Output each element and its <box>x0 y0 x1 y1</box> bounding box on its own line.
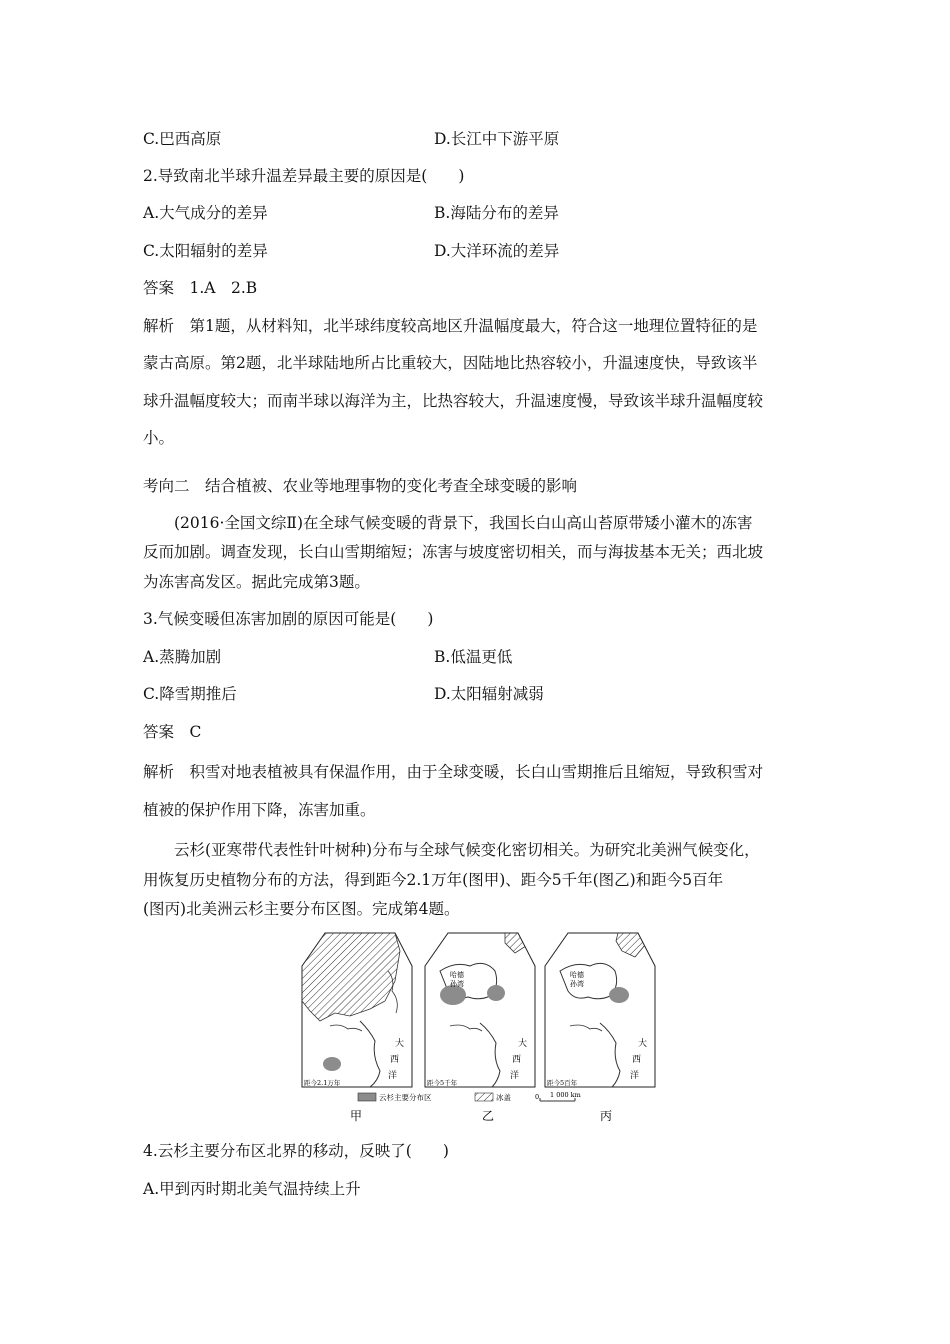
legend-ice-label: 冰盖 <box>496 1093 511 1102</box>
analysis-1-2-line: 小。 <box>143 429 175 447</box>
q3-stem: 3.气候变暖但冻害加剧的原因可能是( ) <box>143 610 434 628</box>
q3-option-a: A.蒸腾加剧 <box>143 648 222 666</box>
material-3-line: 为冻害高发区。据此完成第3题。 <box>143 573 370 591</box>
ocean-label: 大 <box>638 1039 648 1049</box>
q3-option-c: C.降雪期推后 <box>143 685 237 703</box>
map-label-jia: 甲 <box>350 1109 363 1123</box>
analysis-1-2-line: 解析 第1题，从材料知，北半球纬度较高地区升温幅度最大，符合这一地理位置特征的是 <box>143 317 758 335</box>
material-3-line: (2016·全国文综Ⅱ)在全球气候变暖的背景下，我国长白山高山苔原带矮小灌木的冻害 <box>174 514 753 532</box>
legend-ice-swatch <box>475 1093 493 1101</box>
map-label-bing: 丙 <box>600 1109 613 1123</box>
map-caption: 距今5千年 <box>427 1079 458 1087</box>
map-label-yi: 乙 <box>482 1109 495 1123</box>
q3-option-b: B.低温更低 <box>434 648 513 666</box>
scale-label: 1 000 km <box>550 1091 581 1099</box>
figure-legend <box>358 1091 581 1102</box>
ocean-label: 大 <box>395 1039 405 1049</box>
ocean-label: 西 <box>390 1055 400 1065</box>
ocean-label: 洋 <box>510 1071 520 1081</box>
q4-option-a: A.甲到丙时期北美气温持续上升 <box>143 1180 361 1198</box>
ocean-label: 洋 <box>388 1071 398 1081</box>
analysis-1-2-line: 球升温幅度较大；而南半球以海洋为主，比热容较大，升温速度慢，导致该半球升温幅度较 <box>143 392 764 410</box>
material-3-line: 反而加剧。调查发现，长白山雪期缩短；冻害与坡度密切相关，而与海拔基本无关；西北坡 <box>143 543 764 561</box>
map-caption: 距今5百年 <box>547 1079 578 1087</box>
map-yi <box>425 933 535 1087</box>
bay-label: 哈德 <box>450 971 464 979</box>
q1-option-d: D.长江中下游平原 <box>434 130 560 148</box>
ocean-label: 西 <box>512 1055 522 1065</box>
spruce-area <box>487 985 505 1001</box>
material-4-line: 云杉(亚寒带代表性针叶树种)分布与全球气候变化密切相关。为研究北美洲气候变化， <box>174 841 760 859</box>
q2-option-a: A.大气成分的差异 <box>143 204 268 222</box>
spruce-distribution-figure <box>300 931 662 1125</box>
direction-heading: 考向二 结合植被、农业等地理事物的变化考查全球变暖的影响 <box>143 477 578 495</box>
q1-option-c: C.巴西高原 <box>143 130 222 148</box>
analysis-1-2-line: 蒙古高原。第2题，北半球陆地所占比重较大，因陆地比热容较小，升温速度快，导致该半 <box>143 354 758 372</box>
q2-option-c: C.太阳辐射的差异 <box>143 242 268 260</box>
ocean-label: 西 <box>632 1055 642 1065</box>
q2-option-b: B.海陆分布的差异 <box>434 204 559 222</box>
q2-option-d: D.大洋环流的差异 <box>434 242 560 260</box>
bay-label: 哈德 <box>570 971 584 979</box>
analysis-3-line: 植被的保护作用下降，冻害加重。 <box>143 801 376 819</box>
map-bing <box>545 933 655 1087</box>
legend-spruce-label: 云杉主要分布区 <box>379 1093 432 1102</box>
spruce-area <box>323 1057 341 1071</box>
material-4-line: 用恢复历史植物分布的方法，得到距今2.1万年(图甲)、距今5千年(图乙)和距今5百年 <box>143 871 724 889</box>
ocean-label: 大 <box>518 1039 528 1049</box>
spruce-area <box>440 985 466 1005</box>
answer-3: 答案 C <box>143 723 202 741</box>
bay-label: 孙湾 <box>570 980 584 988</box>
scale-zero: 0 <box>535 1093 540 1101</box>
q2-stem: 2.导致南北半球升温差异最主要的原因是( ) <box>143 167 465 185</box>
map-caption: 距今2.1万年 <box>304 1079 341 1087</box>
q3-option-d: D.太阳辐射减弱 <box>434 685 544 703</box>
map-jia <box>302 933 412 1087</box>
answer-1-2: 答案 1.A 2.B <box>143 279 258 297</box>
legend-spruce-swatch <box>358 1093 376 1101</box>
ocean-label: 洋 <box>630 1071 640 1081</box>
q4-stem: 4.云杉主要分布区北界的移动，反映了( ) <box>143 1142 449 1160</box>
analysis-3-line: 解析 积雪对地表植被具有保温作用，由于全球变暖，长白山雪期推后且缩短，导致积雪对 <box>143 763 764 781</box>
spruce-area <box>609 987 629 1003</box>
bay-label: 孙湾 <box>450 980 464 988</box>
material-4-line: (图丙)北美洲云杉主要分布区图。完成第4题。 <box>143 900 460 918</box>
